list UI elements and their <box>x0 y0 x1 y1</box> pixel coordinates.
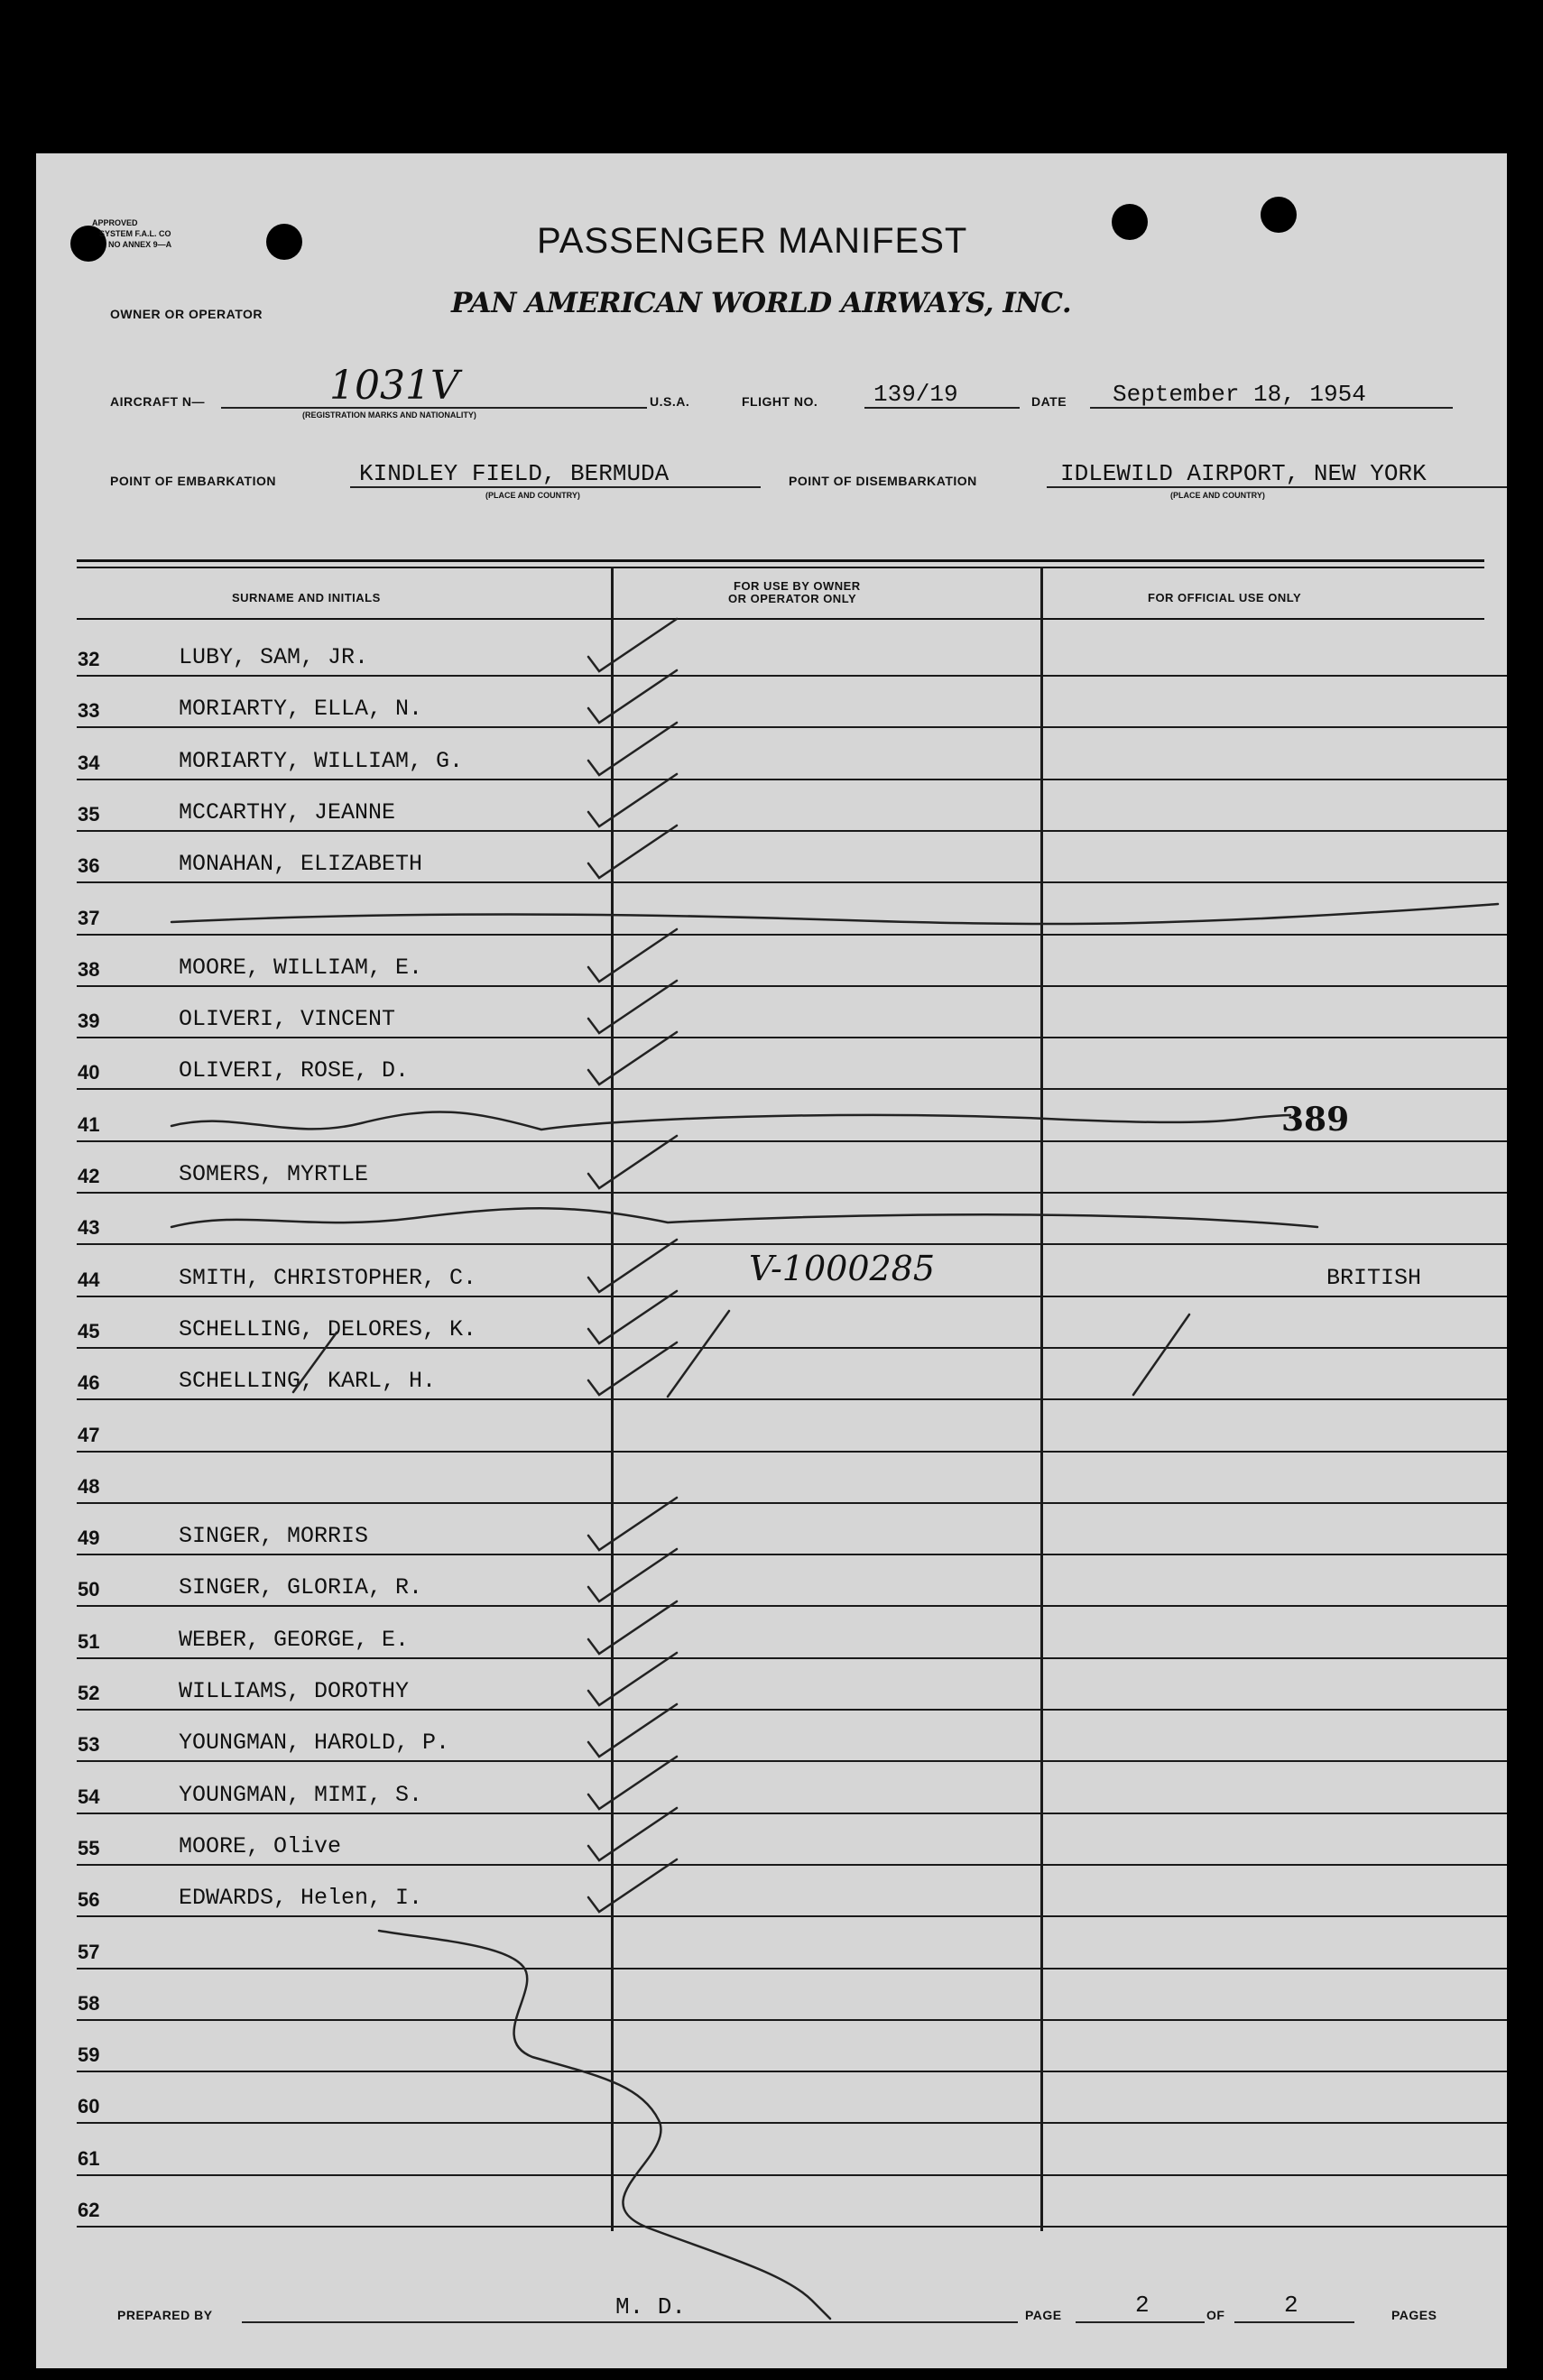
row-number: 51 <box>78 1629 100 1653</box>
passenger-name: MONAHAN, ELIZABETH <box>179 851 423 878</box>
strike-row-37 <box>171 904 1498 924</box>
aircraft-number: 1031V <box>329 363 459 409</box>
passenger-name: MOORE, Olive <box>179 1832 342 1859</box>
pages-underline <box>1234 2321 1354 2323</box>
squiggle-line <box>379 1931 830 2319</box>
passenger-name: SINGER, GLORIA, R. <box>179 1574 423 1601</box>
passenger-name: MORIARTY, WILLIAM, G. <box>179 747 464 774</box>
passenger-name: LUBY, SAM, JR. <box>179 644 369 670</box>
row-number: 37 <box>78 906 100 929</box>
row-number: 54 <box>78 1785 100 1808</box>
row-number: 36 <box>78 854 100 878</box>
page-title: PASSENGER MANIFEST <box>537 221 968 261</box>
row-number: 59 <box>78 2043 100 2067</box>
row-number: 53 <box>78 1733 100 1757</box>
aircraft-sublabel: (REGISTRATION MARKS AND NATIONALITY) <box>302 411 476 420</box>
page-number: 2 <box>1135 2292 1150 2319</box>
passenger-name: MORIARTY, ELLA, N. <box>179 696 423 723</box>
date-label: DATE <box>1031 394 1067 409</box>
row-number: 43 <box>78 1216 100 1240</box>
col-header-name: SURNAME AND INITIALS <box>232 591 381 604</box>
row-number: 47 <box>78 1423 100 1446</box>
handwritten-marks <box>36 153 1507 2368</box>
usa-label: U.S.A. <box>650 394 690 409</box>
row-number: 41 <box>78 1112 100 1136</box>
row-number: 58 <box>78 1991 100 2015</box>
approval-stamp-line3: NO ANNEX 9—A <box>108 240 172 249</box>
owner-operator-label: OWNER OR OPERATOR <box>110 307 263 321</box>
row-number: 48 <box>78 1474 100 1498</box>
flight-label: FLIGHT NO. <box>742 394 818 409</box>
passenger-name: EDWARDS, Helen, I. <box>179 1885 423 1912</box>
passenger-name: SCHELLING, KARL, H. <box>179 1368 437 1395</box>
col-header-official: FOR OFFICIAL USE ONLY <box>1148 591 1302 604</box>
of-label: OF <box>1206 2308 1225 2322</box>
col-header-owner-1: FOR USE BY OWNER <box>734 579 861 593</box>
row-number: 50 <box>78 1578 100 1601</box>
slash-name-col <box>293 1333 337 1392</box>
row-number: 60 <box>78 2095 100 2118</box>
passenger-name: YOUNGMAN, MIMI, S. <box>179 1781 423 1808</box>
row-number: 39 <box>78 1010 100 1033</box>
total-pages: 2 <box>1284 2292 1298 2319</box>
row-number: 35 <box>78 802 100 826</box>
passenger-name: OLIVERI, VINCENT <box>179 1006 396 1033</box>
passenger-name: OLIVERI, ROSE, D. <box>179 1057 410 1084</box>
row-number: 46 <box>78 1371 100 1395</box>
row-number: 49 <box>78 1527 100 1550</box>
passenger-name: SMITH, CHRISTOPHER, C. <box>179 1264 477 1291</box>
aircraft-label: AIRCRAFT N— <box>110 394 206 409</box>
embarkation-value: KINDLEY FIELD, BERMUDA <box>359 460 670 487</box>
operator-note: V-1000285 <box>749 1248 936 1288</box>
prepared-by-underline <box>242 2321 1018 2323</box>
slash-op-col <box>668 1311 729 1397</box>
prepared-by-label: PREPARED BY <box>117 2308 213 2322</box>
manifest-sheet <box>36 153 1507 2368</box>
passenger-name: SCHELLING, DELORES, K. <box>179 1315 477 1342</box>
passenger-name: MOORE, WILLIAM, E. <box>179 954 423 981</box>
passenger-name: MCCARTHY, JEANNE <box>179 798 396 826</box>
disembarkation-label: POINT OF DISEMBARKATION <box>789 474 977 488</box>
passenger-name: WEBER, GEORGE, E. <box>179 1626 410 1653</box>
airline-name: PAN AMERICAN WORLD AIRWAYS, INC. <box>451 287 1072 319</box>
row-number: 42 <box>78 1165 100 1187</box>
row-number: 40 <box>78 1061 100 1084</box>
prepared-by-value: M. D. <box>615 2293 687 2320</box>
official-note: BRITISH <box>1326 1264 1422 1291</box>
embarkation-label: POINT OF EMBARKATION <box>110 474 276 488</box>
approval-stamp-line1: APPROVED <box>92 218 138 227</box>
row-number: 45 <box>78 1319 100 1342</box>
disembarkation-value: IDLEWILD AIRPORT, NEW YORK <box>1060 460 1427 487</box>
page-underline <box>1076 2321 1205 2323</box>
row-number: 56 <box>78 1888 100 1912</box>
official-note: 389 <box>1281 1100 1350 1139</box>
row-number: 33 <box>78 699 100 723</box>
passenger-name: SOMERS, MYRTLE <box>179 1161 369 1187</box>
slash-official-col <box>1133 1315 1189 1395</box>
strike-row-43 <box>171 1208 1317 1227</box>
row-number: 62 <box>78 2199 100 2221</box>
approval-stamp-line2: SYSTEM F.A.L. CO <box>99 229 171 238</box>
row-number: 32 <box>78 648 100 670</box>
row-number: 61 <box>78 2146 100 2170</box>
disembarkation-sublabel: (PLACE AND COUNTRY) <box>1170 491 1265 500</box>
col-header-owner-2: OR OPERATOR ONLY <box>728 592 857 605</box>
strike-row-41 <box>171 1112 1290 1130</box>
row-number: 55 <box>78 1836 100 1859</box>
passenger-name: YOUNGMAN, HAROLD, P. <box>179 1730 450 1757</box>
pages-label: PAGES <box>1391 2308 1437 2322</box>
flight-number: 139/19 <box>873 381 958 408</box>
row-number: 57 <box>78 1940 100 1963</box>
passenger-name: SINGER, MORRIS <box>179 1523 369 1550</box>
row-number: 44 <box>78 1268 100 1291</box>
row-number: 34 <box>78 751 100 774</box>
date-value: September 18, 1954 <box>1113 381 1366 408</box>
row-number: 38 <box>78 957 100 981</box>
page-label: PAGE <box>1025 2308 1062 2322</box>
row-number: 52 <box>78 1682 100 1704</box>
embarkation-sublabel: (PLACE AND COUNTRY) <box>485 491 580 500</box>
passenger-name: WILLIAMS, DOROTHY <box>179 1678 410 1704</box>
